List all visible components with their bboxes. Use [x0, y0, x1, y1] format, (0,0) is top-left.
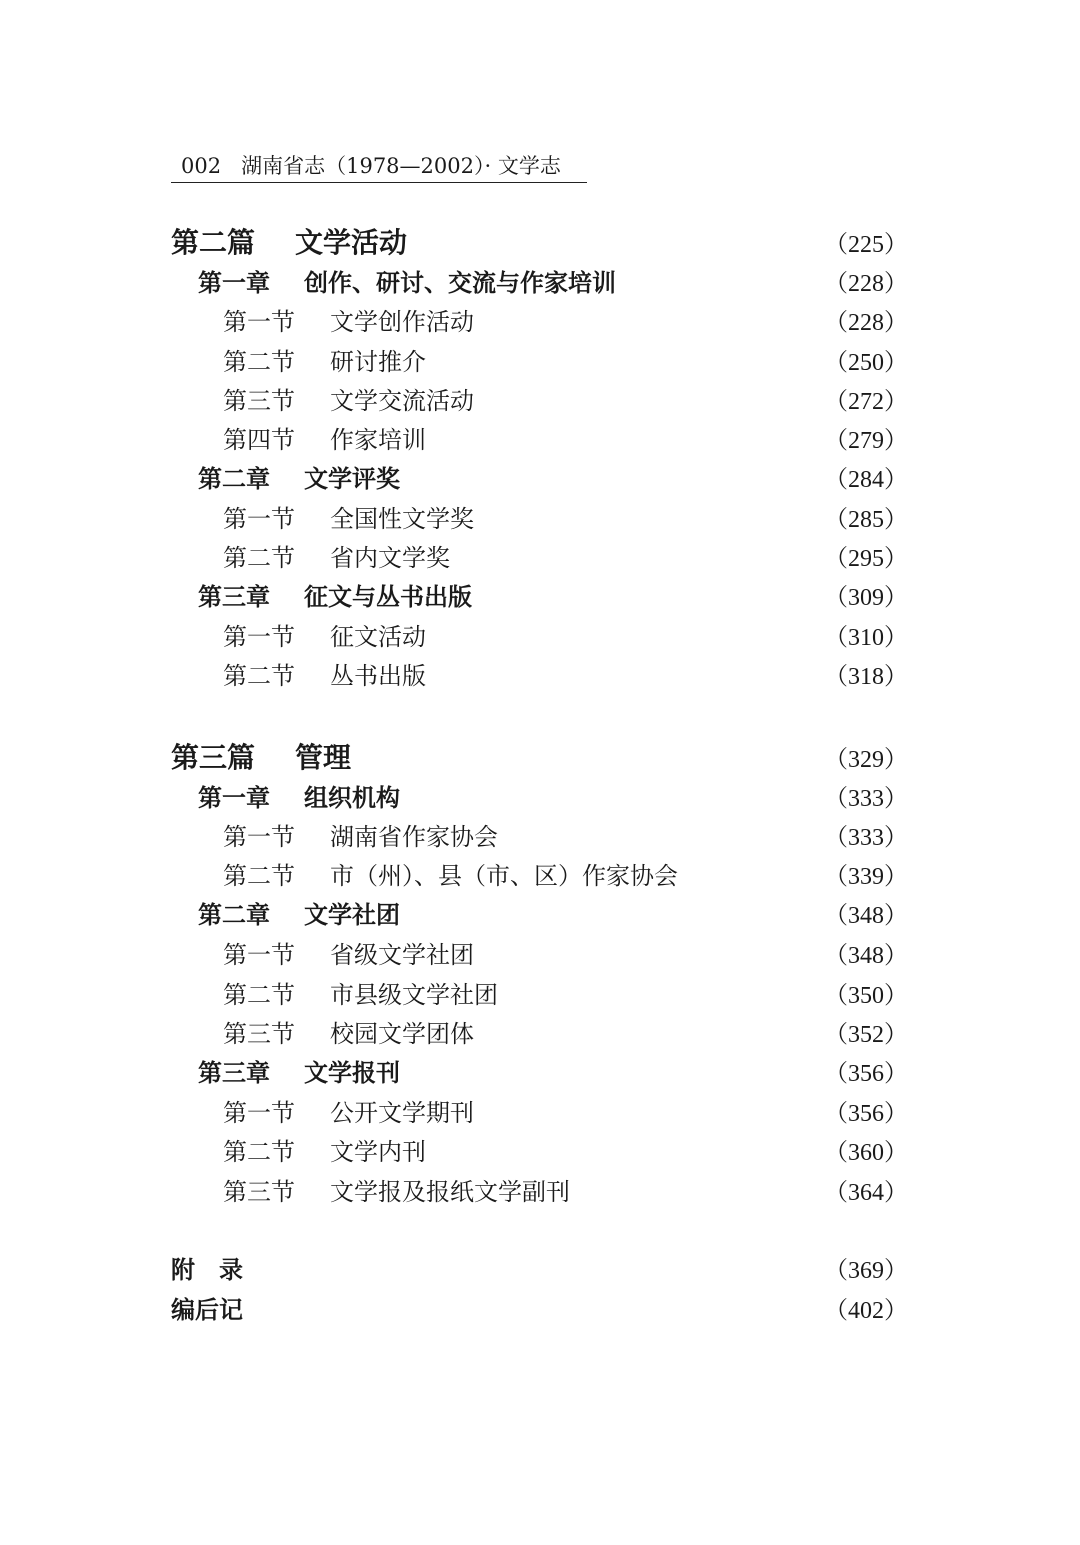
toc-entry-number: 第二节 — [223, 543, 295, 572]
toc-entry-page: （285） — [824, 506, 908, 533]
toc-entry-part[interactable] — [171, 222, 908, 260]
toc-entry-heading — [223, 499, 474, 534]
toc-entry-page: （356） — [824, 1100, 908, 1127]
toc-entry-heading — [223, 975, 498, 1010]
toc-entry-title: 征文与丛书出版 — [304, 582, 472, 611]
toc-entry-page: （272） — [824, 388, 908, 415]
dot-leader — [520, 973, 810, 1011]
toc-entry-chapter[interactable] — [198, 893, 908, 931]
toc-entry-title: 文学活动 — [295, 226, 408, 259]
toc-entry-title: 全国性文学奖 — [330, 504, 474, 533]
toc-entry-section[interactable] — [223, 1130, 908, 1168]
toc-entry-chapter[interactable] — [198, 776, 908, 814]
toc-entry-title: 附 录 — [171, 1255, 243, 1284]
dot-leader — [496, 1091, 810, 1129]
toc-entry-chapter[interactable] — [198, 575, 908, 613]
dot-leader — [638, 261, 810, 299]
dot-leader — [494, 575, 810, 613]
toc-entry-section[interactable] — [223, 1012, 908, 1050]
toc-entry-heading — [223, 1093, 474, 1128]
toc-entry-chapter[interactable] — [198, 1051, 908, 1089]
toc-entry-number: 第二章 — [198, 900, 270, 929]
toc-entry-heading — [171, 736, 351, 776]
toc-entry-number: 第二节 — [223, 1137, 295, 1166]
dot-leader — [422, 776, 810, 814]
toc-entry-section[interactable] — [223, 854, 908, 892]
toc-entry-number: 第一节 — [223, 940, 295, 969]
toc-entry-title: 研讨推介 — [330, 347, 426, 376]
header-page-number: 002 — [181, 154, 222, 178]
dot-leader — [265, 1248, 810, 1286]
dot-leader — [448, 340, 810, 378]
toc-entry-page: （402） — [824, 1297, 908, 1324]
toc-entry-title: 市县级文学社团 — [330, 980, 498, 1009]
toc-entry-heading — [171, 1290, 243, 1325]
toc-entry-page: （318） — [824, 663, 908, 690]
toc-entry-page: （352） — [824, 1021, 908, 1048]
dot-leader — [700, 854, 810, 892]
toc-entry-heading — [198, 895, 400, 930]
toc-entry-number: 第三章 — [198, 582, 270, 611]
dot-leader — [496, 497, 810, 535]
toc-entry-page: （348） — [824, 942, 908, 969]
toc-entry-number: 第三节 — [223, 1019, 295, 1048]
toc-entry-heading — [223, 302, 474, 337]
toc-entry-title: 编后记 — [171, 1295, 243, 1324]
toc-entry-part[interactable] — [171, 737, 908, 775]
toc-entry-heading — [223, 538, 450, 573]
toc-entry-number: 第一章 — [198, 268, 270, 297]
toc-entry-page: （364） — [824, 1179, 908, 1206]
toc-entry-page: （333） — [824, 824, 908, 851]
toc-entry-number: 第二节 — [223, 661, 295, 690]
toc-entry-title: 管理 — [295, 741, 352, 774]
toc-entry-appendix[interactable] — [171, 1248, 908, 1286]
dot-leader — [592, 1170, 810, 1208]
toc-entry-page: （333） — [824, 785, 908, 812]
toc-entry-page: （356） — [824, 1060, 908, 1087]
toc-entry-heading — [223, 817, 498, 852]
dot-leader — [422, 457, 810, 495]
toc-entry-heading — [223, 420, 426, 455]
toc-entry-heading — [198, 1053, 400, 1088]
toc-entry-title: 市（州）、县（市、区）作家协会 — [330, 861, 678, 890]
toc-entry-page: （228） — [824, 270, 908, 297]
toc-entry-section[interactable] — [223, 340, 908, 378]
toc-entry-number: 第二章 — [198, 464, 270, 493]
toc-entry-page: （348） — [824, 902, 908, 929]
toc-entry-heading — [198, 778, 400, 813]
header-book-title: 湖南省志（1978—2002）· 文学志 — [241, 154, 561, 178]
toc-entry-heading — [223, 617, 426, 652]
toc-entry-title: 公开文学期刊 — [330, 1098, 474, 1127]
toc-entry-page: （295） — [824, 545, 908, 572]
toc-entry-number: 第二节 — [223, 861, 295, 890]
toc-entry-page: （369） — [824, 1257, 908, 1284]
toc-entry-heading — [223, 1132, 426, 1167]
dot-leader — [472, 536, 810, 574]
toc-entry-number: 第三节 — [223, 1177, 295, 1206]
toc-entry-section[interactable] — [223, 418, 908, 456]
toc-entry-title: 文学社团 — [304, 900, 400, 929]
toc-entry-heading — [223, 1014, 474, 1049]
toc-entry-number: 第一节 — [223, 504, 295, 533]
toc-entry-page: （339） — [824, 863, 908, 890]
dot-leader — [448, 654, 810, 692]
toc-entry-title: 省级文学社团 — [330, 940, 474, 969]
toc-entry-heading — [171, 221, 407, 261]
toc-entry-title: 文学报及报纸文学副刊 — [330, 1177, 570, 1206]
toc-entry-heading — [198, 577, 472, 612]
toc-entry-page: （228） — [824, 309, 908, 336]
toc-entry-heading — [171, 1250, 243, 1285]
dot-leader — [422, 1051, 810, 1089]
dot-leader — [448, 418, 810, 456]
dot-leader — [448, 615, 810, 653]
toc-entry-page: （309） — [824, 584, 908, 611]
toc-entry-section[interactable] — [223, 1091, 908, 1129]
toc-entry-number: 第四节 — [223, 425, 295, 454]
toc-entry-title: 创作、研讨、交流与作家培训 — [304, 268, 616, 297]
toc-entry-heading — [223, 856, 678, 891]
toc-entry-heading — [223, 342, 426, 377]
toc-entry-title: 校园文学团体 — [330, 1019, 474, 1048]
toc-entry-title: 省内文学奖 — [330, 543, 450, 572]
toc-entry-section[interactable] — [223, 933, 908, 971]
toc-entry-page: （284） — [824, 466, 908, 493]
toc-entry-page: （350） — [824, 982, 908, 1009]
dot-leader — [422, 893, 810, 931]
toc-entry-section[interactable] — [223, 815, 908, 853]
toc-entry-heading — [223, 935, 474, 970]
toc-entry-number: 第一节 — [223, 822, 295, 851]
toc-entry-page: （329） — [824, 746, 908, 773]
dot-leader — [520, 815, 810, 853]
toc-entry-heading — [223, 381, 474, 416]
toc-entry-section[interactable] — [223, 300, 908, 338]
toc-entry-title: 丛书出版 — [330, 661, 426, 690]
dot-leader — [265, 1288, 810, 1326]
toc-entry-title: 湖南省作家协会 — [330, 822, 498, 851]
toc-entry-title: 征文活动 — [330, 622, 426, 651]
toc-entry-section[interactable] — [223, 1170, 908, 1208]
toc-entry-title: 文学交流活动 — [330, 386, 474, 415]
dot-leader — [496, 1012, 810, 1050]
toc-entry-heading — [198, 263, 616, 298]
toc-entry-number: 第三章 — [198, 1058, 270, 1087]
toc-entry-chapter[interactable] — [198, 261, 908, 299]
dot-leader — [373, 737, 810, 775]
toc-entry-title: 文学内刊 — [330, 1137, 426, 1166]
dot-leader — [496, 379, 810, 417]
toc-entry-number: 第二篇 — [171, 226, 256, 259]
toc-entry-number: 第二节 — [223, 980, 295, 1009]
toc-entry-section[interactable] — [223, 615, 908, 653]
toc-entry-number: 第一章 — [198, 783, 270, 812]
toc-entry-number: 第二节 — [223, 347, 295, 376]
toc-entry-title: 作家培训 — [330, 425, 426, 454]
toc-entry-page: （250） — [824, 349, 908, 376]
toc-entry-title: 文学创作活动 — [330, 307, 474, 336]
dot-leader — [496, 300, 810, 338]
toc-entry-number: 第一节 — [223, 307, 295, 336]
toc-entry-heading — [223, 656, 426, 691]
toc-entry-number: 第一节 — [223, 622, 295, 651]
toc-entry-title: 文学报刊 — [304, 1058, 400, 1087]
toc-entry-heading — [223, 1172, 570, 1207]
toc-entry-page: （360） — [824, 1139, 908, 1166]
toc-entry-page: （310） — [824, 624, 908, 651]
toc-entry-number: 第三节 — [223, 386, 295, 415]
dot-leader — [429, 222, 810, 260]
toc-entry-page: （279） — [824, 427, 908, 454]
toc-entry-section[interactable] — [223, 379, 908, 417]
toc-entry-heading — [198, 459, 400, 494]
toc-entry-number: 第一节 — [223, 1098, 295, 1127]
toc-entry-chapter[interactable] — [198, 457, 908, 495]
toc-entry-appendix[interactable] — [171, 1288, 908, 1326]
dot-leader — [496, 933, 810, 971]
toc-entry-title: 组织机构 — [304, 783, 400, 812]
dot-leader — [448, 1130, 810, 1168]
toc-entry-page: （225） — [824, 231, 908, 258]
toc-entry-section[interactable] — [223, 536, 908, 574]
toc-entry-section[interactable] — [223, 973, 908, 1011]
toc-entry-title: 文学评奖 — [304, 464, 400, 493]
toc-entry-number: 第三篇 — [171, 741, 256, 774]
toc-entry-section[interactable] — [223, 654, 908, 692]
toc-entry-section[interactable] — [223, 497, 908, 535]
